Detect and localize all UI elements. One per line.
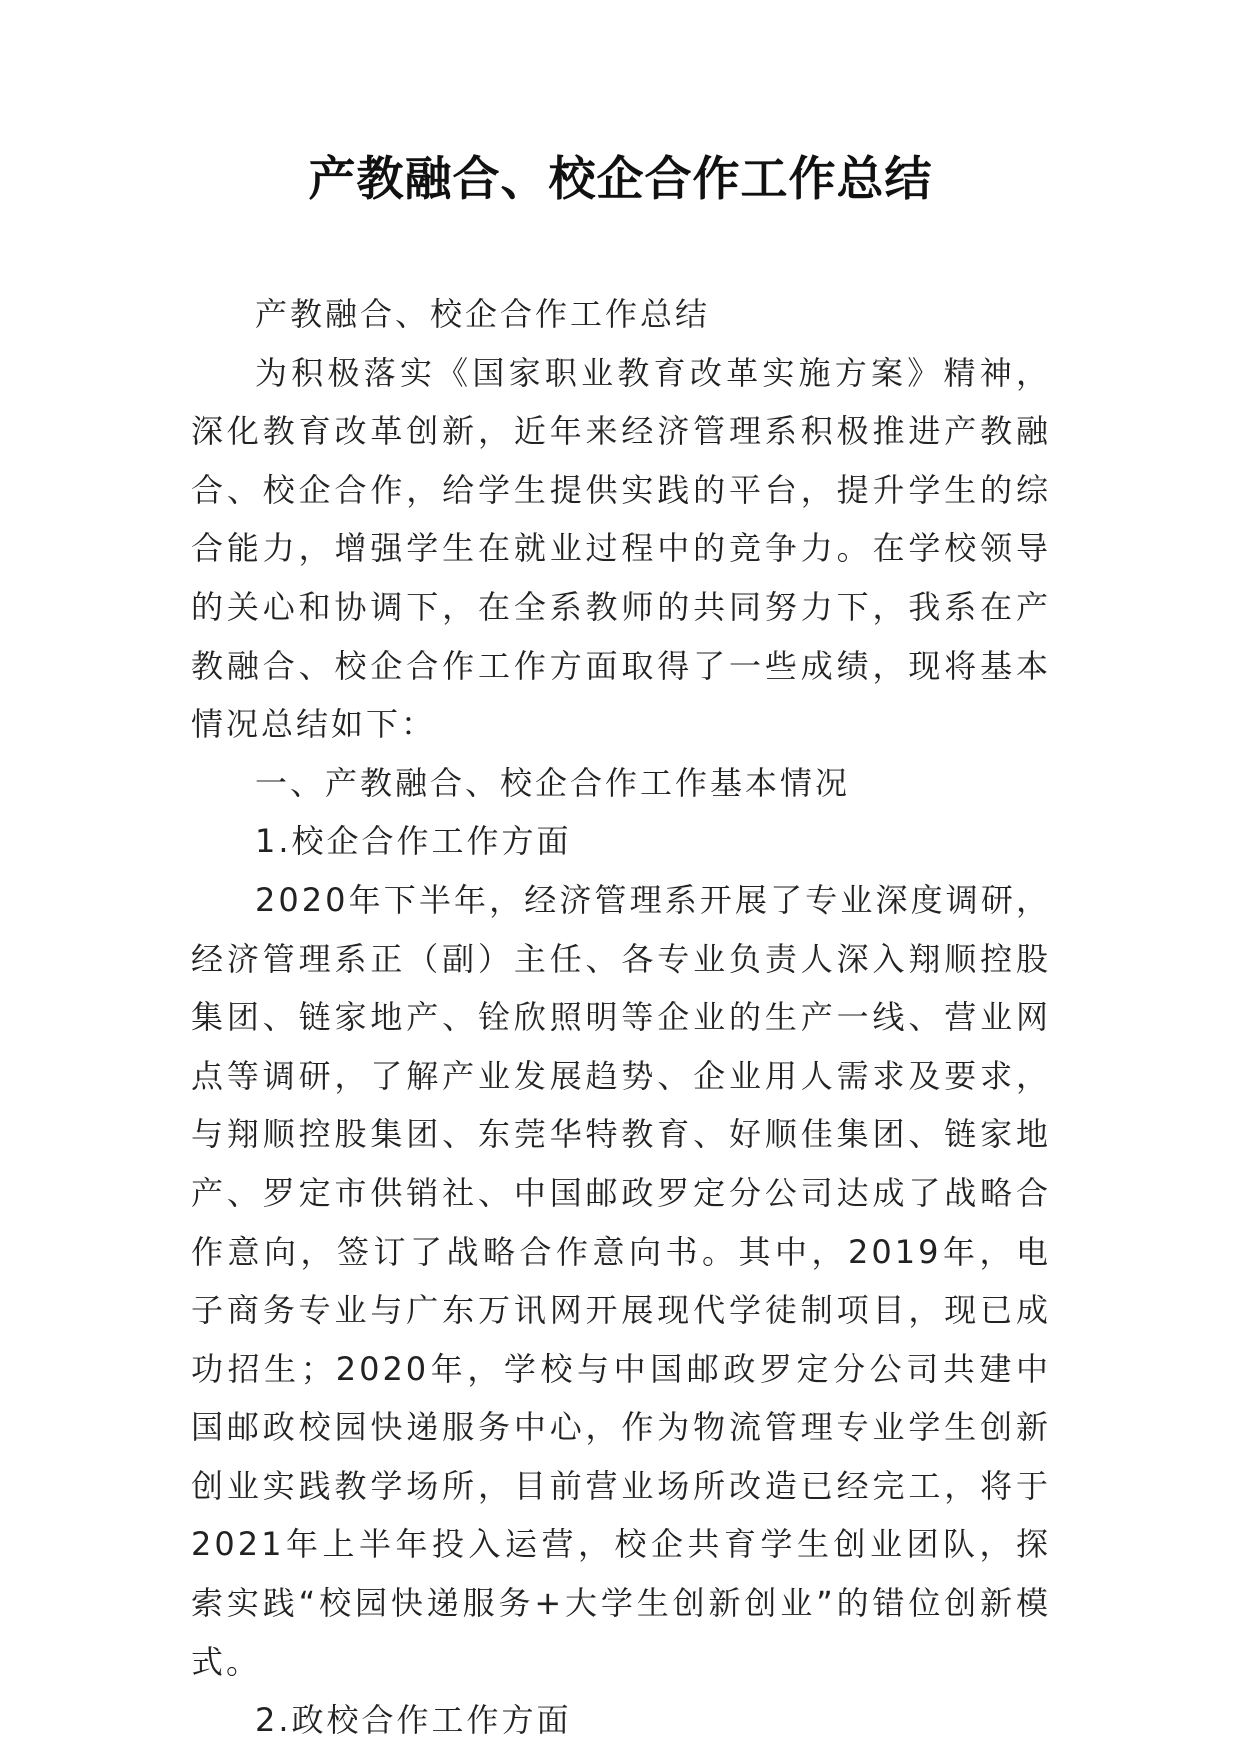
subsection-heading-2: 2.政校合作工作方面 [255,1701,572,1740]
subsection-heading-1: 1.校企合作工作方面 [255,822,572,861]
body-paragraph-intro: 为积极落实《国家职业教育改革实施方案》精神，深化教育改革创新，近年来经济管理系积极推进产教融合、校企合作，给学生提供实践的平台，提升学生的综合能力，增强学生在就业过程中的竞争力。在学校领导的关心和协调下，在全系教师的共同努力下，我系在产教融合、校企合作工作方面取得了一些成绩，现将基本情况总结如下： [191,353,1051,744]
document-title: 产教融合、校企合作工作总结 [308,152,933,207]
body-paragraph-heading: 产教融合、校企合作工作总结 [255,295,711,333]
section-heading-1: 一、产教融合、校企合作工作基本情况 [255,763,851,802]
document-body [191,285,1051,1750]
body-paragraph-school-enterprise: 2020年下半年，经济管理系开展了专业深度调研，经济管理系正（副）主任、各专业负责人深入翔顺控股集团、链家地产、铨欣照明等企业的生产一线、营业网点等调研，了解产业发展趋势、企业用人需求及要求，与翔顺控股集团、东莞华特教育、好顺佳集团、链家地产、罗定市供销社、中国邮政罗定分公司达成了战略合作意向，签订了战略合作意向书。其中，2019年，电子商务专业与广东万讯网开展现代学徒制项目，现已成功招生；2020年，学校与中国邮政罗定分公司共建中国邮政校园快递服务中心，作为物流管理专业学生创新创业实践教学场所，目前营业场所改造已经完工，将于2021年上半年投入运营，校企共育学生创业团队，探索实践“校园快递服务+大学生创新创业”的错位创新模式。 [191,880,1051,1681]
